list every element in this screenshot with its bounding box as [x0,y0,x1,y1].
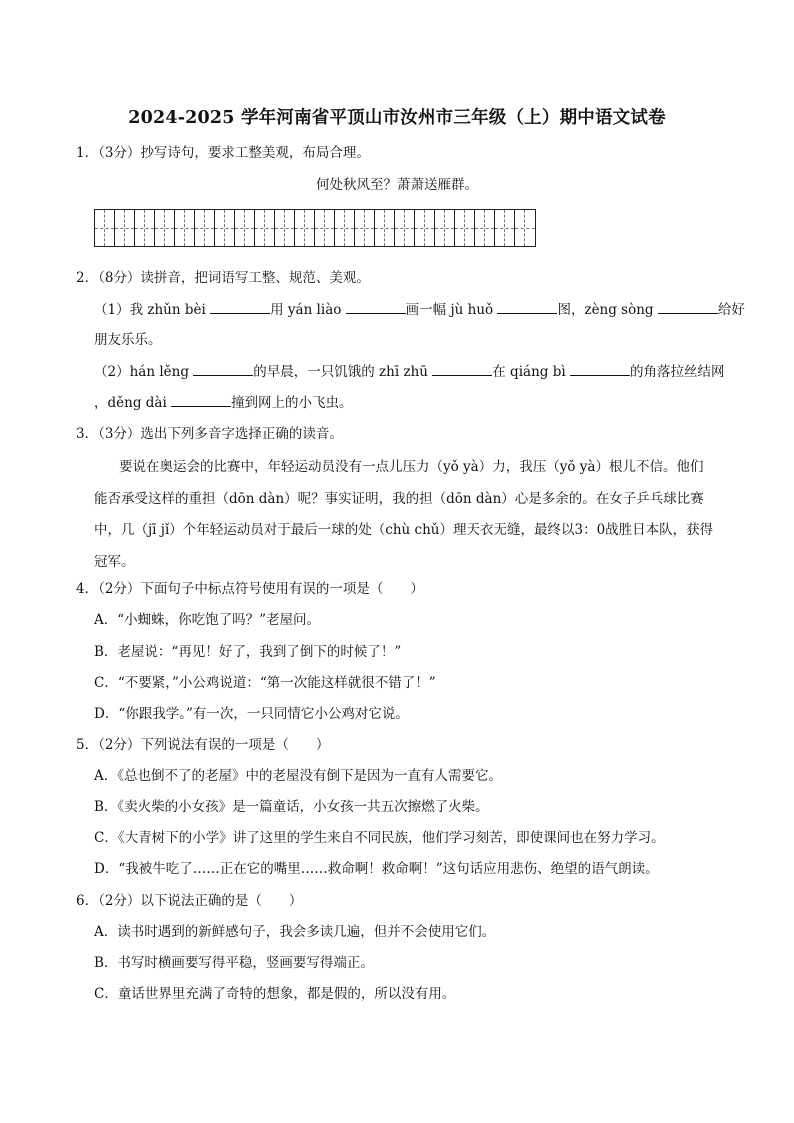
q5-option-a[interactable]: A．《总也倒不了的老屋》中的老屋没有倒下是因为一直有人需要它。 [94,768,502,784]
grid-cell[interactable] [155,210,175,246]
grid-cell[interactable] [335,210,355,246]
grid-cell[interactable] [475,210,495,246]
q2-s1-part-d: 图，zèng sòng [557,302,658,318]
grid-guide-vertical [244,210,245,246]
grid-guide-vertical [164,210,165,246]
grid-cell[interactable] [435,210,455,246]
grid-cell[interactable] [455,210,475,246]
q2-s2-cont-a: ，děng dài [94,395,172,411]
answer-blank[interactable] [171,392,231,407]
q2-s2-part-a: （2）hán lěng [94,364,194,380]
grid-guide-vertical [264,210,265,246]
grid-guide-vertical [144,210,145,246]
grid-guide-vertical [224,210,225,246]
q4-option-d[interactable]: D．“你跟我学。”有一次，一只同情它小公鸡对它说。 [94,706,409,722]
grid-cell[interactable] [255,210,275,246]
grid-guide-vertical [184,210,185,246]
grid-guide-vertical [364,210,365,246]
grid-cell[interactable] [95,210,115,246]
exam-title: 2024-2025 学年河南省平顶山市汝州市三年级（上）期中语文试卷 [128,108,666,128]
q6-option-b[interactable]: B．书写时横画要写得平稳，竖画要写得端正。 [94,955,374,971]
grid-cell[interactable] [215,210,235,246]
writing-grid[interactable] [94,209,536,247]
grid-guide-vertical [104,210,105,246]
answer-blank[interactable] [210,299,270,314]
q2-s1-part-b: 用 yán liào [270,302,346,318]
q4-stem: 4．（2分）下面句子中标点符号使用有误的一项是（ ） [76,581,424,597]
grid-guide-vertical [384,210,385,246]
grid-guide-vertical [324,210,325,246]
grid-cell[interactable] [375,210,395,246]
q2-s2-part-b: 的早晨，一只饥饿的 zhī zhū [253,364,433,380]
grid-cell[interactable] [495,210,515,246]
q3-stem: 3．（3分）选出下列多音字选择正确的读音。 [76,426,343,442]
q2-s2-part-c: 在 qiáng bì [492,364,570,380]
grid-cell[interactable] [315,210,335,246]
q2-s1-part-e: 给好 [717,302,745,318]
q2-s1-part-a: （1）我 zhǔn bèi [94,302,211,318]
answer-blank[interactable] [570,361,630,376]
grid-cell[interactable] [515,210,535,246]
grid-guide-vertical [344,210,345,246]
q3-passage: 要说在奥运会的比赛中，年轻运动员没有一点儿压力（yǒ yà）力，我压（yǒ yà）根儿不信。他们能否承受这样的重担（dōn dàn）呢？事实证明，我的担（dōn dàn）心是多余的。在女子乒乓球比赛中，几（jī jǐ）个年轻运动员对于最后一球的处（chù chǔ）理天衣无缝，最终以3：0战胜日本队，获得冠军。 [94,459,714,570]
q6-stem: 6．（2分）以下说法正确的是（ ） [76,893,303,909]
q5-option-c[interactable]: C．《大青树下的小学》讲了这里的学生来自不同民族，他们学习刻苦，即使课间也在努力学习。 [94,830,665,846]
q5-option-d[interactable]: D．“我被牛吃了……正在它的嘴里……救命啊！救命啊！”这句话应用悲伤、绝望的语气朗读。 [94,861,659,877]
grid-guide-vertical [524,210,525,246]
q2-sentence-2-cont [94,392,353,413]
grid-guide-vertical [424,210,425,246]
answer-blank[interactable] [346,299,406,314]
grid-guide-vertical [124,210,125,246]
grid-guide-vertical [444,210,445,246]
grid-cell[interactable] [295,210,315,246]
answer-blank[interactable] [658,299,718,314]
q2-s2-part-d: 的角落拉丝结网 [629,364,725,380]
grid-cell[interactable] [175,210,195,246]
grid-cell[interactable] [355,210,375,246]
grid-guide-vertical [284,210,285,246]
q5-stem: 5．（2分）下列说法有误的一项是（ ） [76,737,330,753]
q1-poem: 何处秋风至？萧萧送雁群。 [316,177,478,193]
q2-sentence-1-cont: 朋友乐乐。 [94,332,162,348]
q2-stem: 2．（8分）读拼音，把词语写工整、规范、美观。 [76,270,370,286]
q2-s1-part-c: 画一幅 jù huǒ [405,302,498,318]
grid-cell[interactable] [235,210,255,246]
answer-blank[interactable] [497,299,557,314]
answer-blank[interactable] [432,361,492,376]
q6-option-a[interactable]: A．读书时遇到的新鲜感句子，我会多读几遍，但并不会使用它们。 [94,924,496,940]
grid-cell[interactable] [395,210,415,246]
grid-guide-vertical [484,210,485,246]
q2-sentence-2 [94,361,724,382]
grid-guide-vertical [504,210,505,246]
grid-guide-vertical [404,210,405,246]
grid-cell[interactable] [135,210,155,246]
q1-stem: 1．（3分）抄写诗句，要求工整美观，布局合理。 [76,145,370,161]
q6-option-c[interactable]: C．童话世界里充满了奇特的想象，都是假的，所以没有用。 [94,986,456,1002]
answer-blank[interactable] [193,361,253,376]
grid-cell[interactable] [275,210,295,246]
q4-option-c[interactable]: C．“不要紧，”小公鸡说道：“第一次能这样就很不错了！” [94,675,436,691]
q5-option-b[interactable]: B．《卖火柴的小女孩》是一篇童话，小女孩一共五次擦燃了火柴。 [94,799,489,815]
q2-sentence-1 [94,299,745,320]
q4-option-a[interactable]: A．“小蜘蛛，你吃饱了吗？”老屋问。 [94,612,321,628]
q2-s2-cont-b: 撞到网上的小飞虫。 [231,395,353,411]
grid-cell[interactable] [195,210,215,246]
grid-guide-vertical [204,210,205,246]
grid-cell[interactable] [115,210,135,246]
grid-guide-horizontal [515,228,535,229]
grid-guide-vertical [464,210,465,246]
q4-option-b[interactable]: B．老屋说：“再见！好了，我到了倒下的时候了！” [94,644,402,660]
grid-guide-vertical [304,210,305,246]
grid-cell[interactable] [415,210,435,246]
